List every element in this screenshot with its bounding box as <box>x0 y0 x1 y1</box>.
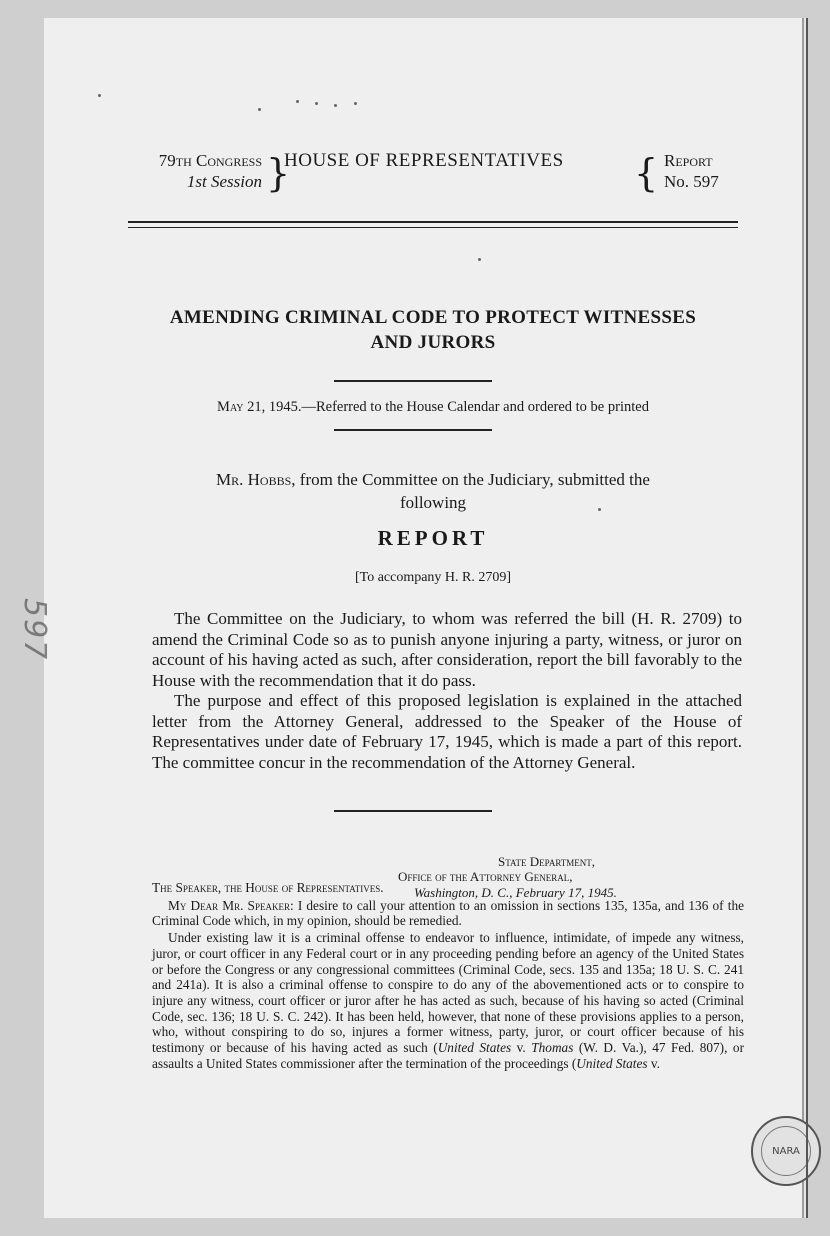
submitted-line-2: following <box>399 493 467 512</box>
letter-paragraph-2 <box>152 930 744 1071</box>
member-name: Mr. Hobbs <box>216 470 292 489</box>
session: 1st Session <box>186 172 262 191</box>
body-paragraph-1: The Committee on the Judiciary, to whom was referred the bill (H. R. 2709) to amend the Criminal Code so as to punish anyone injuring a party, witness, or juror on account of his having acted as such, after consideration, report the bill favorably to the House with the recommendation that it do pass. <box>152 609 742 690</box>
letterhead-office: Office of the Attorney General, <box>398 869 573 884</box>
chamber-name: HOUSE OF REPRESENTATIVES <box>284 150 564 171</box>
letter-paragraph-2-a: Under existing law it is a criminal offense to endeavor to influence, intimidate, of impede any witness, juror, or court officer in any Federal court or in any proceeding pending before an agency of the United States or before the Congress or any congressional committees (Criminal Code, secs. 135 and 135a; 18 U. S. C. 241 and 241a). It is also a criminal offense to conspire to do any of the abovementioned acts or to conspire to injure any witness, court officer or juror after he has acted as such, because of his having so acted (Criminal Code, sec. 136; 18 U. S. C. 242). It has been held, however, that none of these provisions applies to a person, who, without conspiring to do so, injures a former witness, party, juror, or court officer because of his testimony or because of his having acted as such ( <box>152 930 744 1056</box>
header-rule <box>128 221 738 228</box>
title-line-2: AND JURORS <box>370 332 496 353</box>
letter-paragraph-2-c: v. <box>647 1055 660 1071</box>
letter-addressee: The Speaker, the House of Representatives. <box>152 880 384 895</box>
report-number-block <box>664 150 742 192</box>
letter-paragraph-1 <box>152 898 744 929</box>
case-citation-2: United States <box>576 1055 648 1071</box>
stamp-label: NARA <box>772 1145 800 1157</box>
letter-body <box>152 880 744 1072</box>
body-paragraph-2: The purpose and effect of this proposed legislation is explained in the attached letter from the Attorney General, addressed to the Speaker of the House of Representatives under date of February 17, 1945, which is made a part of this report. The committee concur in the recommendation of the Attorney General. <box>152 691 742 772</box>
report-title <box>128 305 738 355</box>
submitted-line-1: , from the Committee on the Judiciary, submitted the <box>291 470 650 489</box>
letterhead-dept: State Department, <box>498 854 596 869</box>
accompany-note: [To accompany H. R. 2709] <box>354 570 512 585</box>
report-body <box>152 609 742 773</box>
document-page <box>17 18 802 1218</box>
right-brace: { <box>634 151 659 195</box>
letter-salutation: My Dear Mr. Speaker: <box>168 897 294 913</box>
library-stamp <box>751 1116 821 1186</box>
divider-rule <box>334 380 492 382</box>
case-citation-1-b: Thomas <box>531 1040 574 1056</box>
report-heading: REPORT <box>377 526 489 550</box>
left-brace: } <box>266 151 291 195</box>
report-header <box>132 150 742 210</box>
report-number: No. 597 <box>664 172 719 191</box>
divider-rule <box>334 429 492 431</box>
dateline-text: —Referred to the House Calendar and ordered to be printed <box>301 399 649 415</box>
report-label: Report <box>664 151 713 170</box>
submitted-by <box>128 468 738 514</box>
handwritten-margin-note: 597 <box>17 598 52 662</box>
dateline-date: May 21, 1945. <box>217 399 302 415</box>
letter-paragraph-1-text: I desire to call your attention to an omission in sections 135, 135a, and 136 of the Criminal Code which, in my opinion, should be remedied. <box>152 897 744 929</box>
congress-session <box>132 150 262 192</box>
title-line-1: AMENDING CRIMINAL CODE TO PROTECT WITNESSES <box>169 307 697 328</box>
letterhead-place-date: Washington, D. C., February 17, 1945. <box>414 885 617 900</box>
dateline <box>128 399 738 416</box>
case-citation-1-v: v. <box>511 1040 532 1056</box>
letter-paragraph-2-b: (W. D. Va.), 47 Fed. 807), or assaults a United States commissioner after the termination of the proceedings ( <box>152 1040 744 1071</box>
case-citation-1: United States <box>437 1040 512 1056</box>
congress-number: 79th Congress <box>158 151 262 170</box>
divider-rule <box>334 810 492 812</box>
